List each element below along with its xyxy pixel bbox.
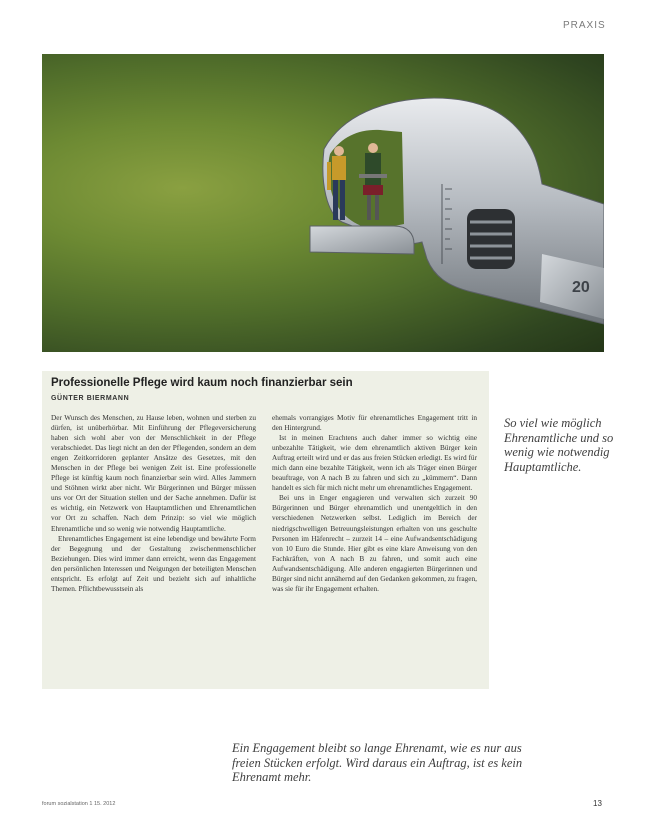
paragraph: ehemals vorrangiges Motiv für ehrenamtliches Engagement tritt in den Hintergrund. xyxy=(272,413,477,433)
article-column-left xyxy=(51,413,256,594)
pull-quote: So viel wie möglich Ehrenamtliche und so wenig wie notwendig Hauptamtliche. xyxy=(504,416,614,474)
paragraph: Bei uns in Enger engagieren und verwalten sich zurzeit 90 Bürgerinnen und Bürger ehrenamtlich und unentgeltlich in den verschiedenen Netzwerken selbst. Lediglich im Bereich der niedrigschwelligen Betreuungsleistungen erhalten von uns geschulte Personen im Häfenrecht – zurzeit 14 – eine Aufwandsentschädigung von 10 Euro die Stunde. Hier gibt es eine klare Anweisung von den Fachkräften, von A nach B zu fahren, und somit auch eine Aufwandsentschädigung. Alle anderen engagierten Bürgerinnen und Bürger sind nicht annähernd auf den Gedanken gekommen, zu fragen, was sie für ihr Engagement erhalten. xyxy=(272,493,477,593)
wrench-with-figurines-image xyxy=(42,54,604,352)
svg-text:20: 20 xyxy=(572,279,590,296)
paragraph: Ist in meinen Erachtens auch daher immer so wichtig eine unbezahlte Tätigkeit, wie dem ehrenamtlich aktiven Bürger kein Auftrag erteilt wird und er das aus freien Stücken erledigt. Es wird für mich dann eine bezahlte Tätigkeit, wenn ich als Träger einen Bürger beauftrage, von A nach B zu fahren und sich zu „kümmern“. Dann handelt es sich für mich nicht mehr um ehrenamtliches Engagement. xyxy=(272,433,477,493)
paragraph: Ehrenamtliches Engagement ist eine lebendige und bewährte Form der Begegnung und der Gestaltung zwischenmenschlicher Beziehungen. Dies wird immer dann erreicht, wenn das Engagement den persönlichen Interessen und Neigungen der beteiligten Menschen entspricht. Es erfolgt auf Zeit und bezieht sich auf inhaltliche Themen. Pflichtbewusstsein als xyxy=(51,533,256,593)
article-column-right xyxy=(272,413,477,594)
footer-publication: forum sozialstation 1 15. 2012 xyxy=(42,801,116,807)
page-number: 13 xyxy=(593,799,602,808)
article-box xyxy=(42,371,489,689)
article-author: GÜNTER BIERMANN xyxy=(51,395,130,402)
bottom-quote: Ein Engagement bleibt so lange Ehrenamt, wie es nur aus freien Stücken erfolgt. Wird daraus ein Auftrag, ist es kein Ehrenamt mehr. xyxy=(232,741,523,784)
paragraph: Der Wunsch des Menschen, zu Hause leben, wohnen und sterben zu dürfen, ist unüberhörbar. Mit Einführung der Pflegeversicherung haben sich wohl aber von der Menschlichkeit in der Pflege verabschiedet. Das liegt nicht an den der Pflegenden, sondern an dem engen Zeitkorridoren geplanter Ansätze des Gesetzes, mit den Menschen in der Pflege bei wenigen Zeit ist. Eine professionelle Pflege ist künftig kaum noch finanzierbar sein wird. Alles Jammern und Stöhnen wirkt aber nicht. Wir Bürgerinnen und Bürger müssen uns vor Ort der Situation stellen und der Sache annehmen. Dafür ist es wichtig, ein Netzwerk von Hauptamtlichen und Ehrenamtlichen vor Ort zu schaffen. Nach dem Prinzip: so viel wie möglich Ehrenamtliche und so wenig wie notwendig Hauptamtliche. xyxy=(51,413,256,533)
article-title: Professionelle Pflege wird kaum noch finanzierbar sein xyxy=(51,377,353,389)
article-photo xyxy=(42,54,604,352)
section-label: PRAXIS xyxy=(563,20,606,31)
